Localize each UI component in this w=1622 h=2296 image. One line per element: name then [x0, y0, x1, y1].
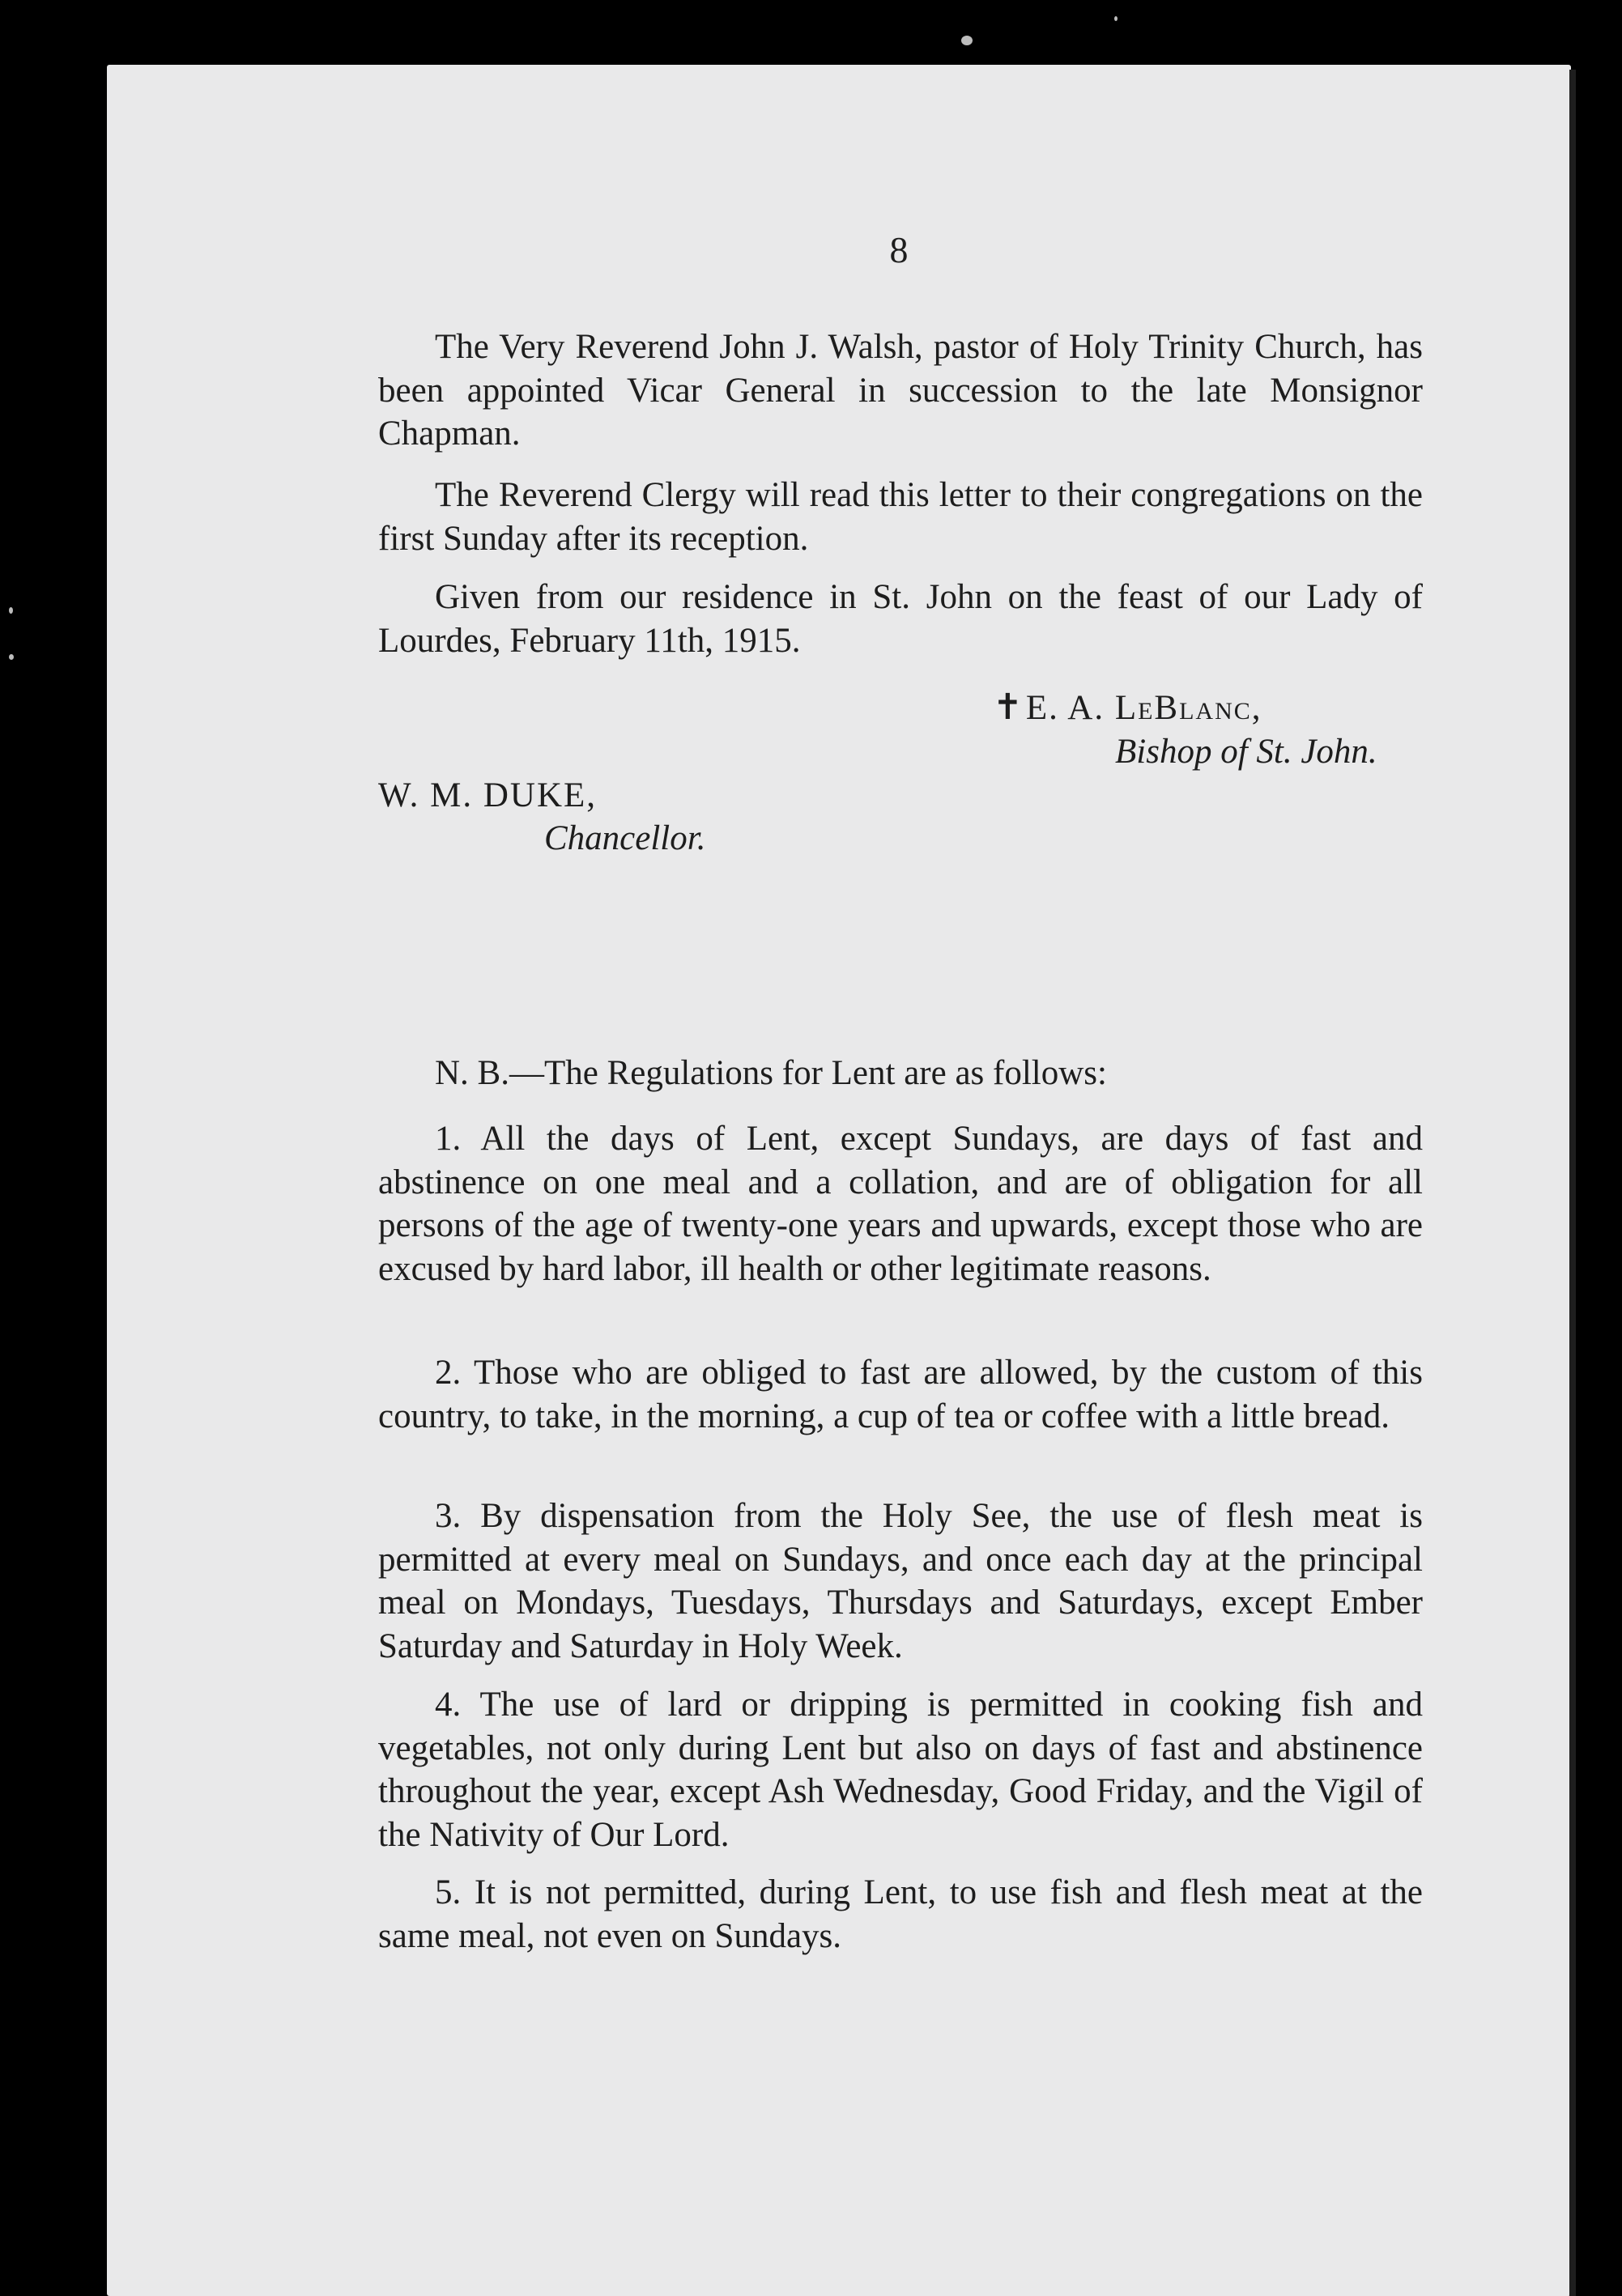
- regulation-item-1: 1. All the days of Lent, except Sundays, are days of fast and abstinence on one meal and a collation, and are of obligation for all persons of the age of twenty-one years and upwards, except those who are excused by hard labor, ill health or other legitimate reasons.: [378, 1120, 1423, 1288]
- scan-speck: [961, 36, 973, 45]
- regulation-item: [378, 1495, 1423, 1668]
- letter-paragraph: [378, 474, 1423, 560]
- letter-paragraph-clergy-instruction: The Reverend Clergy will read this letter to their congregations on the first Sunday after its reception.: [378, 476, 1423, 558]
- chancellor-name: W. M. DUKE,: [378, 776, 598, 814]
- bishop-name: E. A. LeBlanc,: [1025, 689, 1262, 727]
- regulation-item-4: 4. The use of lard or dripping is permitted in cooking fish and vegetables, not only during Lent but also on days of fast and abstinence throughout the year, except Ash Wednesday, Good Friday, and the Vigil of the Nativity of Our Lord.: [378, 1686, 1423, 1854]
- cross-icon: ✝: [993, 687, 1023, 728]
- page-edge-shadow: [1569, 70, 1576, 2296]
- scan-speck: [1114, 16, 1118, 21]
- chancellor-title: Chancellor.: [544, 819, 706, 857]
- bishop-title: Bishop of St. John.: [1115, 733, 1377, 771]
- regulation-item: [378, 1683, 1423, 1856]
- letter-paragraph-vicar-general: The Very Reverend John J. Walsh, pastor of Holy Trinity Church, has been appointed Vicar General in succession to the late Monsignor Chapman.: [378, 328, 1423, 453]
- regulation-item: [378, 1871, 1423, 1958]
- regulation-item: [378, 1117, 1423, 1290]
- regulations-intro-block: [378, 1052, 1423, 1095]
- scan-speck: [9, 607, 13, 614]
- bishop-signature: [993, 687, 1262, 728]
- regulation-item-5: 5. It is not permitted, during Lent, to use fish and flesh meat at the same meal, not even on Sundays.: [378, 1873, 1423, 1955]
- letter-paragraph-given-from: Given from our residence in St. John on the feast of our Lady of Lourdes, February 11th, 1915.: [378, 578, 1423, 660]
- page-number: 8: [889, 229, 909, 270]
- scan-speck: [9, 654, 14, 660]
- regulations-intro: N. B.—The Regulations for Lent are as follows:: [435, 1054, 1107, 1092]
- letter-paragraph: [378, 325, 1423, 456]
- regulation-item: [378, 1351, 1423, 1438]
- regulation-item-2: 2. Those who are obliged to fast are allowed, by the custom of this country, to take, in the morning, a cup of tea or coffee with a little bread.: [378, 1354, 1423, 1435]
- regulation-item-3: 3. By dispensation from the Holy See, the use of flesh meat is permitted at every meal on Sundays, and once each day at the principal meal on Mondays, Tuesdays, Thursdays and Saturdays, except Ember Saturday and Saturday in Holy Week.: [378, 1497, 1423, 1665]
- letter-paragraph: [378, 576, 1423, 662]
